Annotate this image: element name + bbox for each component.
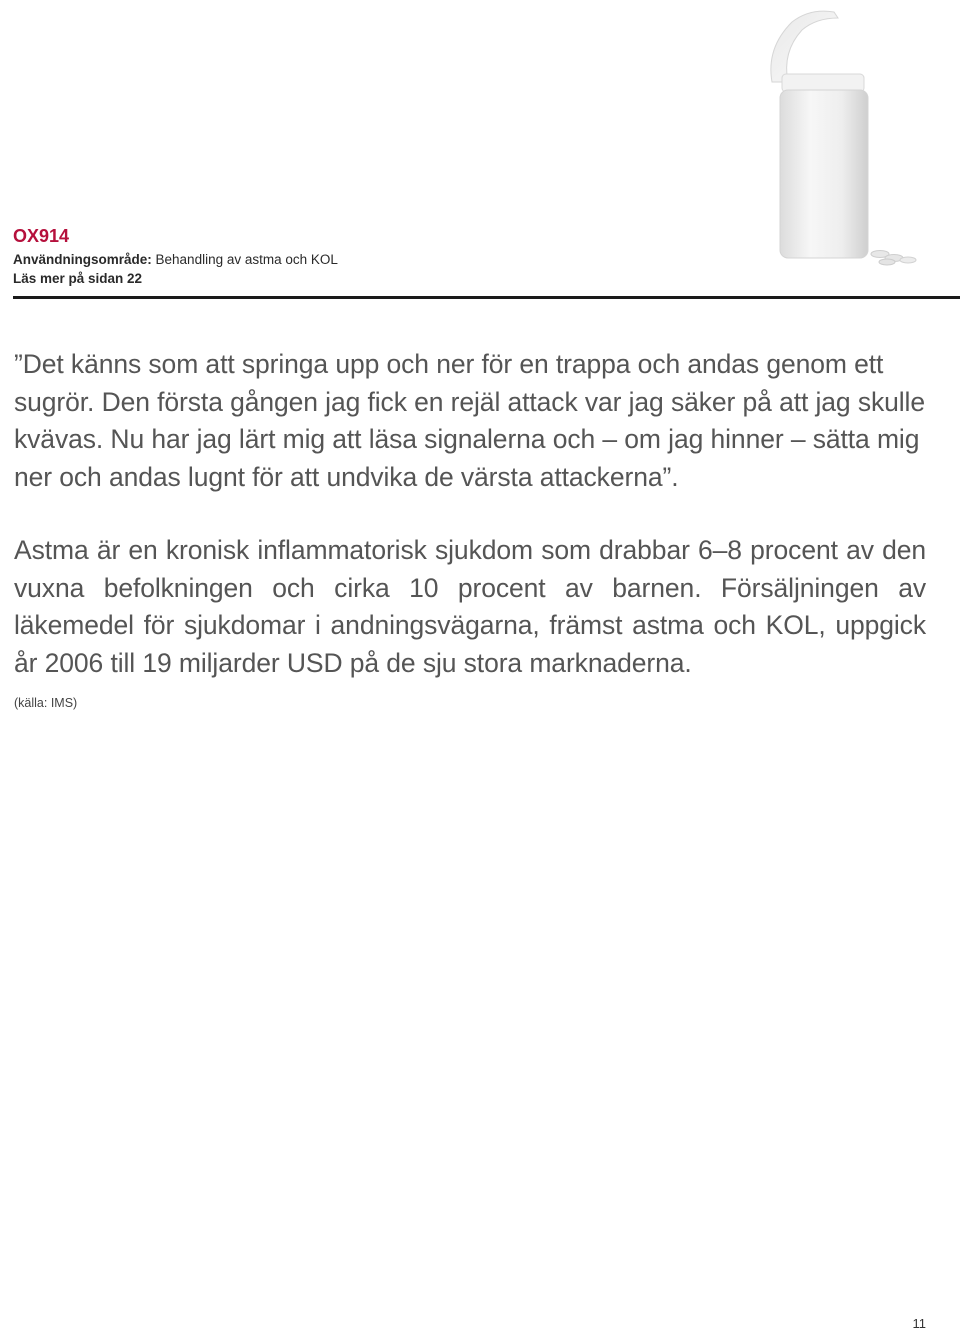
source-note: (källa: IMS): [14, 696, 78, 710]
read-more-link[interactable]: Läs mer på sidan 22: [13, 271, 143, 286]
product-header: [13, 226, 948, 288]
page-number: 11: [912, 1316, 926, 1331]
patient-quote: ”Det känns som att springa upp och ner för en trappa och andas genom ett sugrör. Den första gången jag fick en rejäl attack var jag säker på att jag skulle kvävas. Nu har jag lärt mig att läsa signalerna och – om jag hinner – sätta mig ner och andas lugnt för att undvika de värsta attackerna”.: [14, 349, 925, 492]
product-code: OX914: [13, 226, 70, 246]
usage-area-line: [13, 250, 948, 269]
usage-area-label: Användningsområde:: [13, 252, 152, 267]
body-paragraph: Astma är en kronisk inflammatorisk sjukdom som drabbar 6–8 procent av den vuxna befolkningen och cirka 10 procent av barnen. Försäljningen av läkemedel för sjukdomar i andningsvägarna, främst astma och KOL, uppgick år 2006 till 19 miljarder USD på de sju stora marknaderna.: [14, 535, 926, 678]
usage-area-value: Behandling av astma och KOL: [155, 252, 338, 267]
header-divider: [13, 296, 960, 299]
